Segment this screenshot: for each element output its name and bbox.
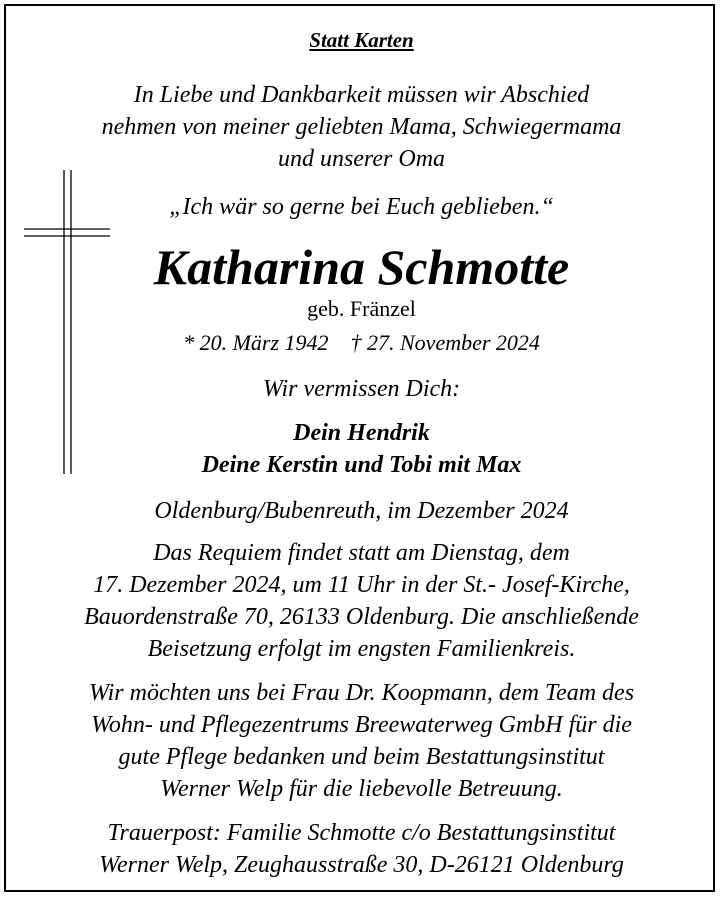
deceased-name: Katharina Schmotte — [153, 239, 570, 295]
contact-line: Werner Welp, Zeughausstraße 30, D-26121 Oldenburg — [99, 852, 624, 878]
birth-name: geb. Fränzel — [307, 296, 416, 321]
thanks-line: Wohn- und Pflegezentrums Breewaterweg GmbH für die — [91, 712, 632, 738]
requiem-line: Beisetzung erfolgt im engsten Familienkreis. — [147, 636, 576, 662]
thanks-line: gute Pflege bedanken und beim Bestattungsinstitut — [118, 744, 605, 770]
requiem-line: 17. Dezember 2024, um 11 Uhr in der St.- Josef-Kirche, — [93, 572, 630, 598]
missing-text: Wir vermissen Dich: — [262, 376, 461, 402]
thanks-line: Wir möchten uns bei Frau Dr. Koopmann, dem Team des — [88, 680, 635, 706]
family-line: Dein Hendrik — [293, 420, 430, 446]
contact-line: Trauerpost: Familie Schmotte c/o Bestattungsinstitut — [107, 820, 616, 846]
notice-heading: Statt Karten — [309, 28, 414, 52]
thanks-line: Werner Welp für die liebevolle Betreuung. — [160, 776, 563, 802]
requiem-line: Bauordenstraße 70, 26133 Oldenburg. Die anschließende — [84, 604, 639, 630]
intro-line: nehmen von meiner geliebten Mama, Schwiegermama — [101, 114, 622, 140]
quote-text: „Ich wär so gerne bei Euch geblieben.“ — [169, 194, 554, 220]
family-line: Deine Kerstin und Tobi mit Max — [201, 452, 522, 478]
requiem-line: Das Requiem findet statt am Dienstag, dem — [153, 540, 570, 566]
life-dates: * 20. März 1942 † 27. November 2024 — [183, 330, 540, 355]
place-date: Oldenburg/Bubenreuth, im Dezember 2024 — [154, 498, 569, 524]
intro-line: und unserer Oma — [277, 146, 446, 172]
intro-line: In Liebe und Dankbarkeit müssen wir Abschied — [133, 82, 590, 108]
